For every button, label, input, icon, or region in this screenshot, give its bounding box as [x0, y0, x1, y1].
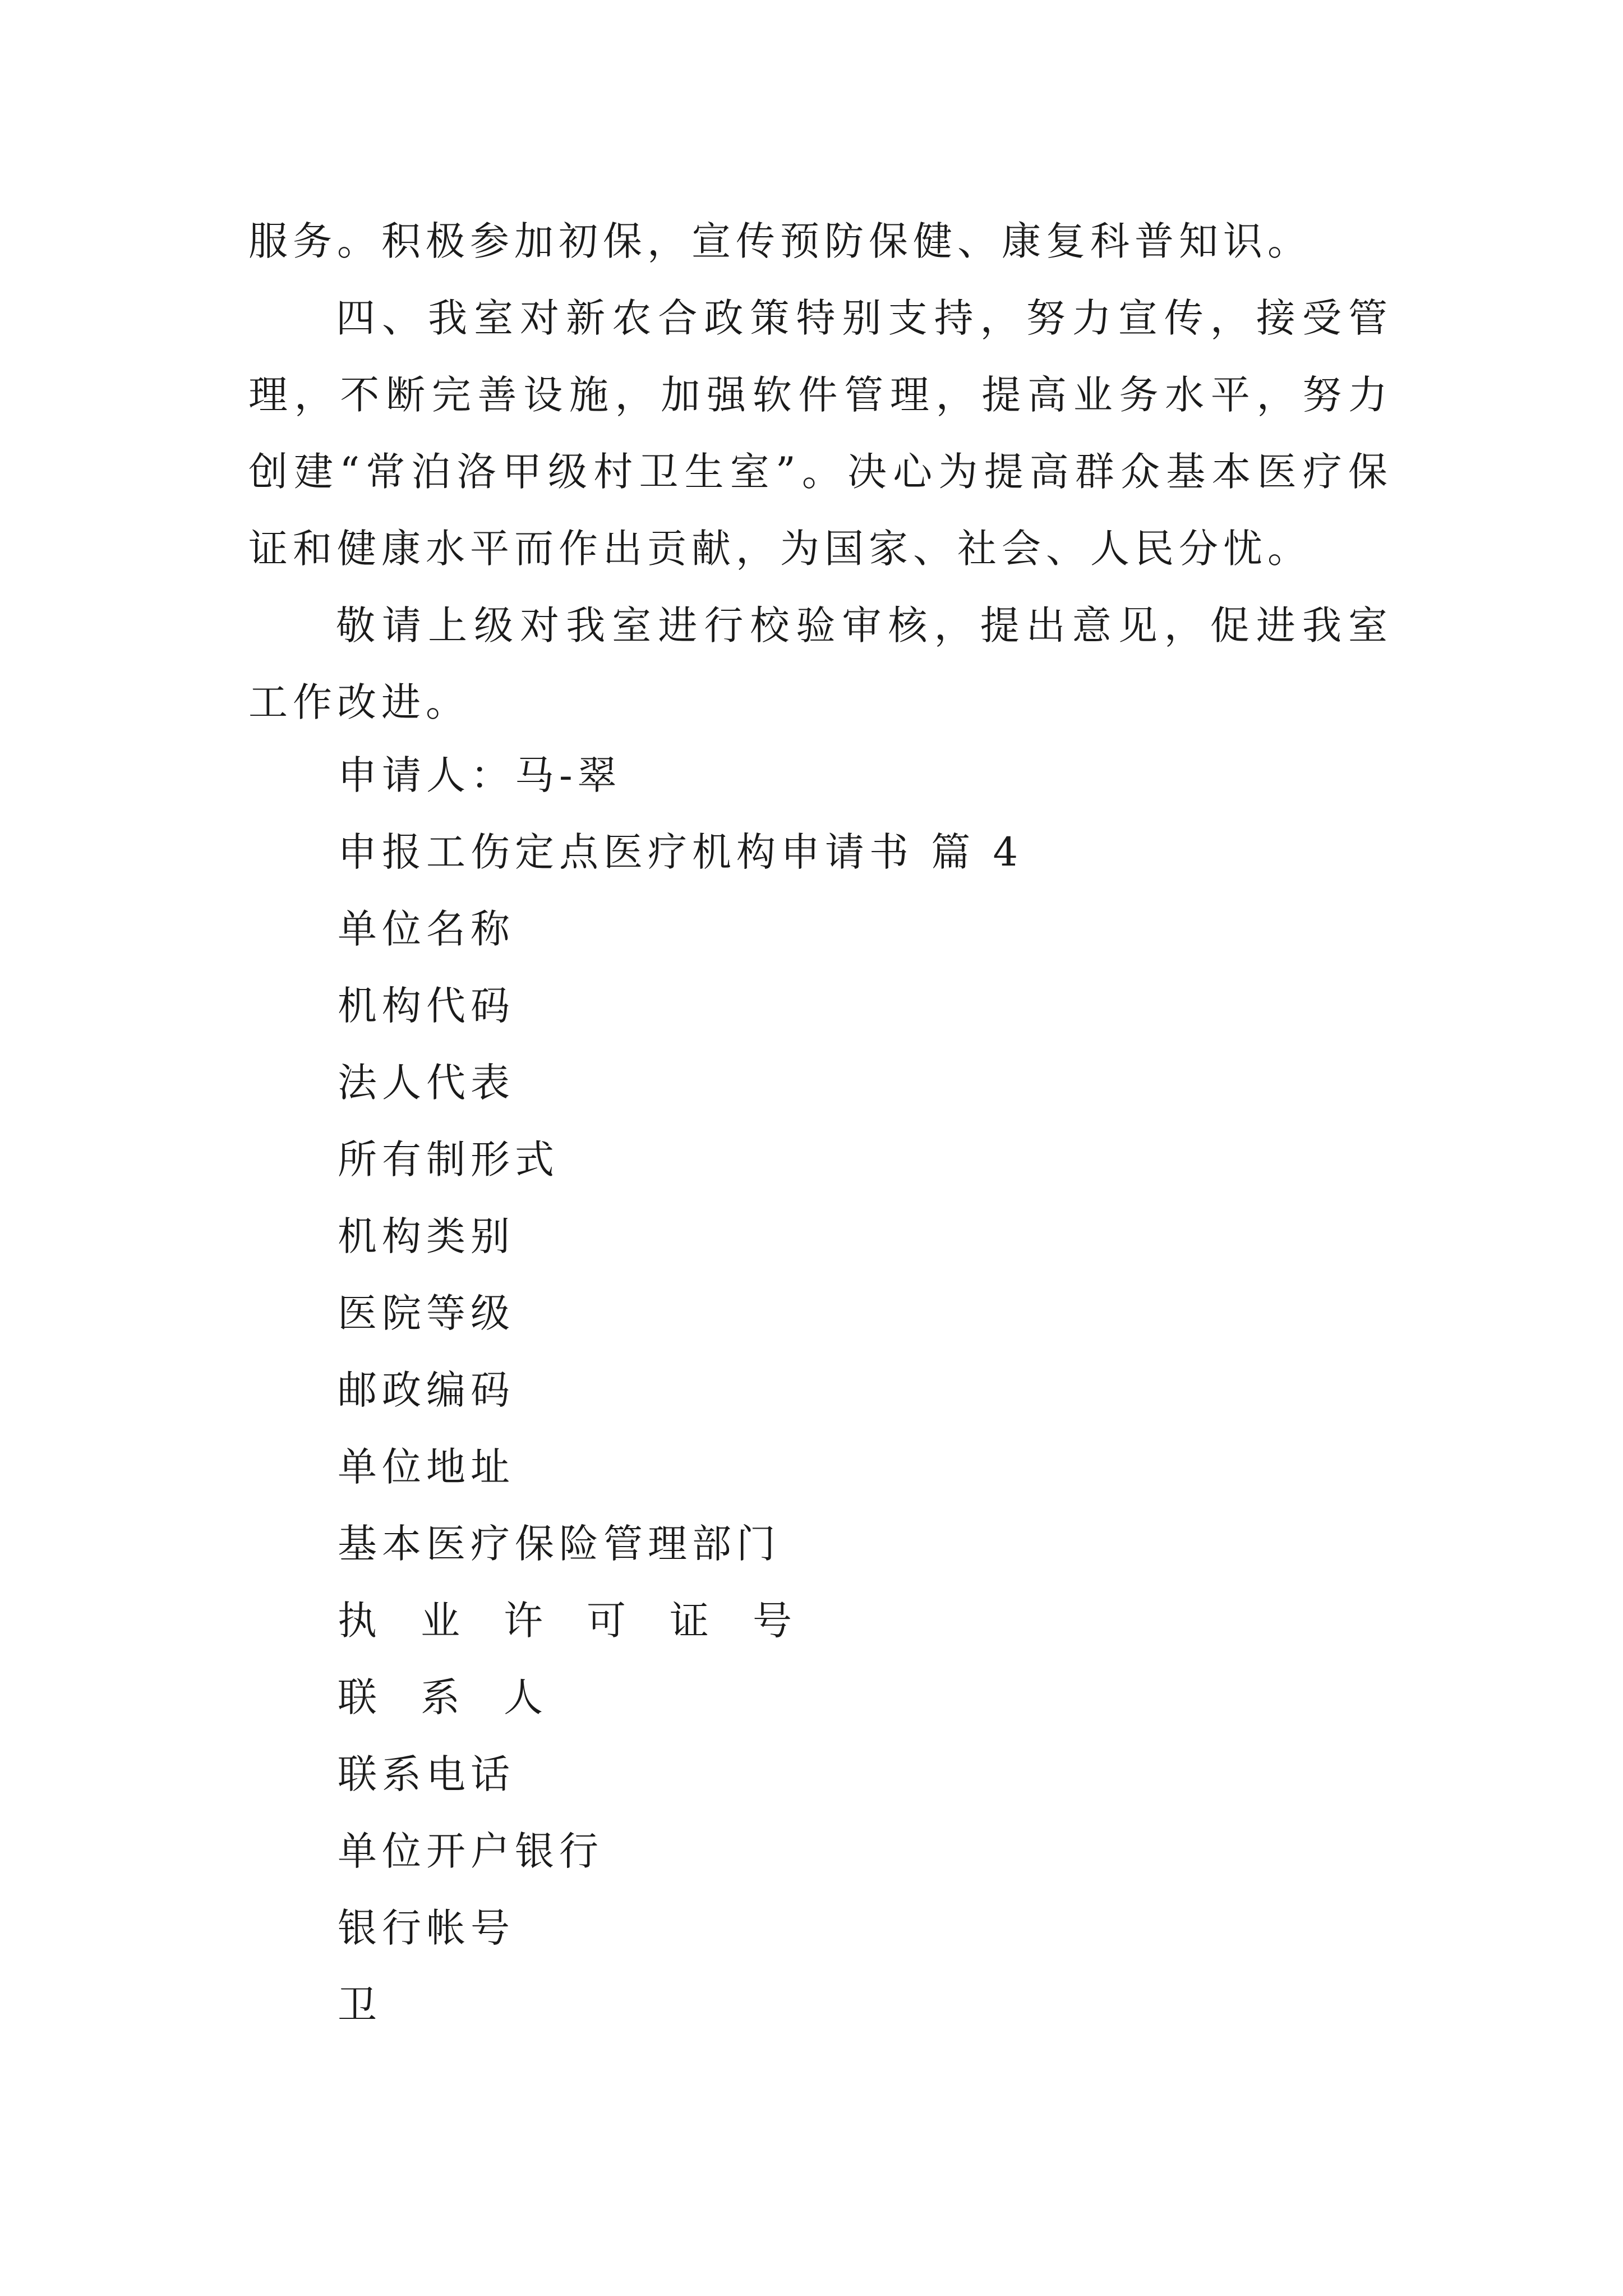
policy-paragraph: 四、我室对新农合政策特别支持，努力宣传，接受管理，不断完善设施，加强软件管理，提高业务水平，努力创建“常泊洛甲级村卫生室”。决心为提高群众基本医疗保证和健康水平而作出贡献，为国家、社会、人民分忧。	[248, 295, 1393, 572]
field-postal-code: 邮政编码	[338, 1367, 515, 1413]
field-bank: 单位开户银行	[338, 1828, 603, 1874]
field-org-code: 机构代码	[338, 983, 515, 1029]
field-insurance-dept: 基本医疗保险管理部门	[338, 1521, 781, 1567]
form-fields	[338, 737, 1392, 2044]
field-unit-address: 单位地址	[338, 1444, 515, 1490]
field-truncated: 卫	[338, 1982, 382, 2028]
field-ownership-form: 所有制形式	[338, 1137, 559, 1182]
review-request-paragraph: 敬请上级对我室进行校验审核，提出意见，促进我室工作改进。	[248, 602, 1393, 725]
field-bank-account: 银行帐号	[338, 1905, 515, 1951]
section-title: 申报工伤定点医疗机构申请书 篇 4	[338, 829, 1023, 875]
continuation-paragraph: 服务。积极参加初保，宣传预防保健、康复科普知识。	[248, 218, 1312, 264]
applicant-line: 申请人：马-翠	[338, 752, 622, 798]
field-unit-name: 单位名称	[338, 906, 515, 952]
field-contact-phone: 联系电话	[338, 1751, 515, 1797]
field-org-category: 机构类别	[338, 1213, 515, 1259]
field-license-number: 执业许可证号	[338, 1598, 836, 1644]
field-hospital-grade: 医院等级	[338, 1290, 515, 1336]
field-contact-person: 联系人	[338, 1674, 587, 1720]
field-legal-rep: 法人代表	[338, 1060, 515, 1106]
body-text	[248, 203, 1393, 741]
